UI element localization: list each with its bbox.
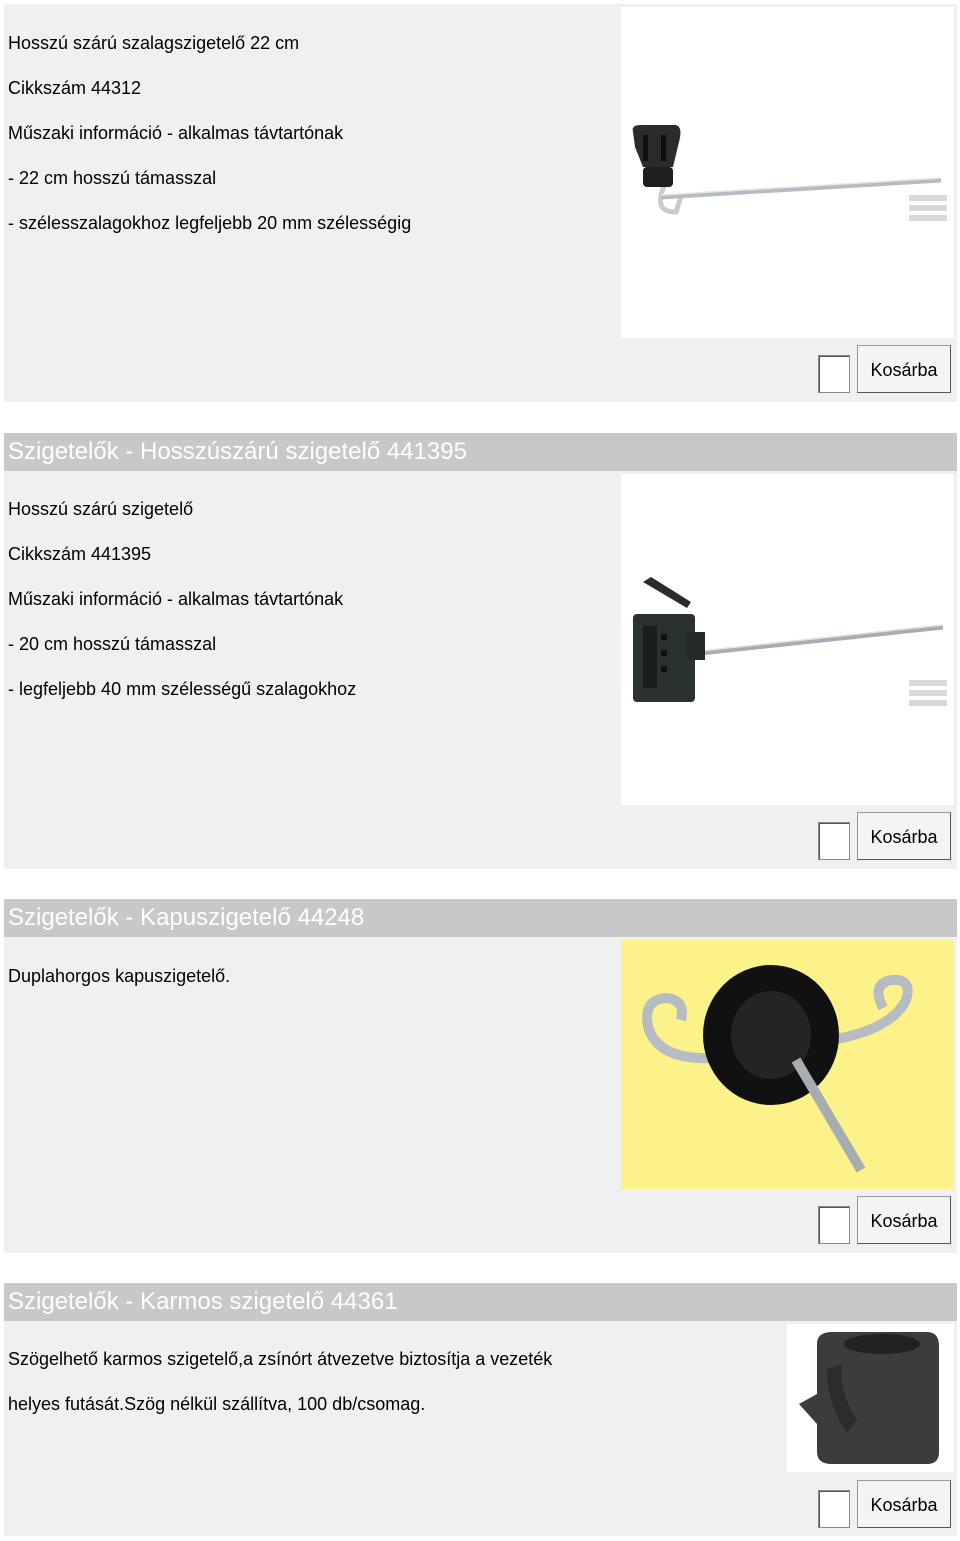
add-to-cart-checkbox-44312[interactable] xyxy=(818,355,850,393)
product-description-44248 xyxy=(8,942,230,1010)
add-to-cart-checkbox-441395[interactable] xyxy=(818,822,850,860)
product-title: Szigetelők - Karmos szigetelő 44361 xyxy=(8,1288,398,1315)
long-shank-insulator-image xyxy=(621,474,954,805)
description-line: Cikkszám 441395 xyxy=(8,543,152,564)
product-header-44248 xyxy=(4,899,957,937)
description-line: helyes futását.Szög nélkül szállítva, 100 db/csomag. xyxy=(8,1393,426,1414)
add-to-cart-checkbox-44361[interactable] xyxy=(818,1490,850,1528)
add-to-cart-button-44248[interactable]: Kosárba xyxy=(857,1196,951,1244)
product-image-44312 xyxy=(621,7,954,338)
product-image-44248 xyxy=(621,940,954,1189)
description-line: Hosszú szárú szigetelő xyxy=(8,498,194,519)
product-title: Szigetelők - Kapuszigetelő 44248 xyxy=(8,904,365,931)
description-line: Műszaki információ - alkalmas távtartónak xyxy=(8,588,344,609)
description-line: - 20 cm hosszú támasszal xyxy=(8,633,217,654)
description-line: Duplahorgos kapuszigetelő. xyxy=(8,965,231,986)
add-to-cart-button-44361[interactable]: Kosárba xyxy=(857,1480,951,1528)
description-line: Hosszú szárú szalagszigetelő 22 cm xyxy=(8,32,300,53)
add-to-cart-button-441395[interactable]: Kosárba xyxy=(857,812,951,860)
product-description-44312 xyxy=(8,9,411,257)
product-image-44361 xyxy=(787,1324,954,1472)
product-description-441395 xyxy=(8,475,356,723)
product-header-441395 xyxy=(4,433,957,471)
description-line: Cikkszám 44312 xyxy=(8,77,142,98)
product-header-44361 xyxy=(4,1283,957,1321)
gate-insulator-image xyxy=(621,940,954,1189)
long-shank-tape-insulator-image xyxy=(621,7,954,338)
description-line: Műszaki információ - alkalmas távtartónak xyxy=(8,122,344,143)
description-line: - 22 cm hosszú támasszal xyxy=(8,167,217,188)
product-description-44361 xyxy=(8,1325,552,1438)
claw-insulator-image xyxy=(787,1324,954,1472)
description-line: Szögelhető karmos szigetelő,a zsínórt átvezetve biztosítja a vezeték xyxy=(8,1348,553,1369)
description-line: - szélesszalagokhoz legfeljebb 20 mm szélességig xyxy=(8,212,412,233)
product-image-441395 xyxy=(621,474,954,805)
description-line: - legfeljebb 40 mm szélességű szalagokhoz xyxy=(8,678,357,699)
add-to-cart-button-44312[interactable]: Kosárba xyxy=(857,345,951,393)
add-to-cart-checkbox-44248[interactable] xyxy=(818,1206,850,1244)
product-title: Szigetelők - Hosszúszárú szigetelő 441395 xyxy=(8,438,467,465)
